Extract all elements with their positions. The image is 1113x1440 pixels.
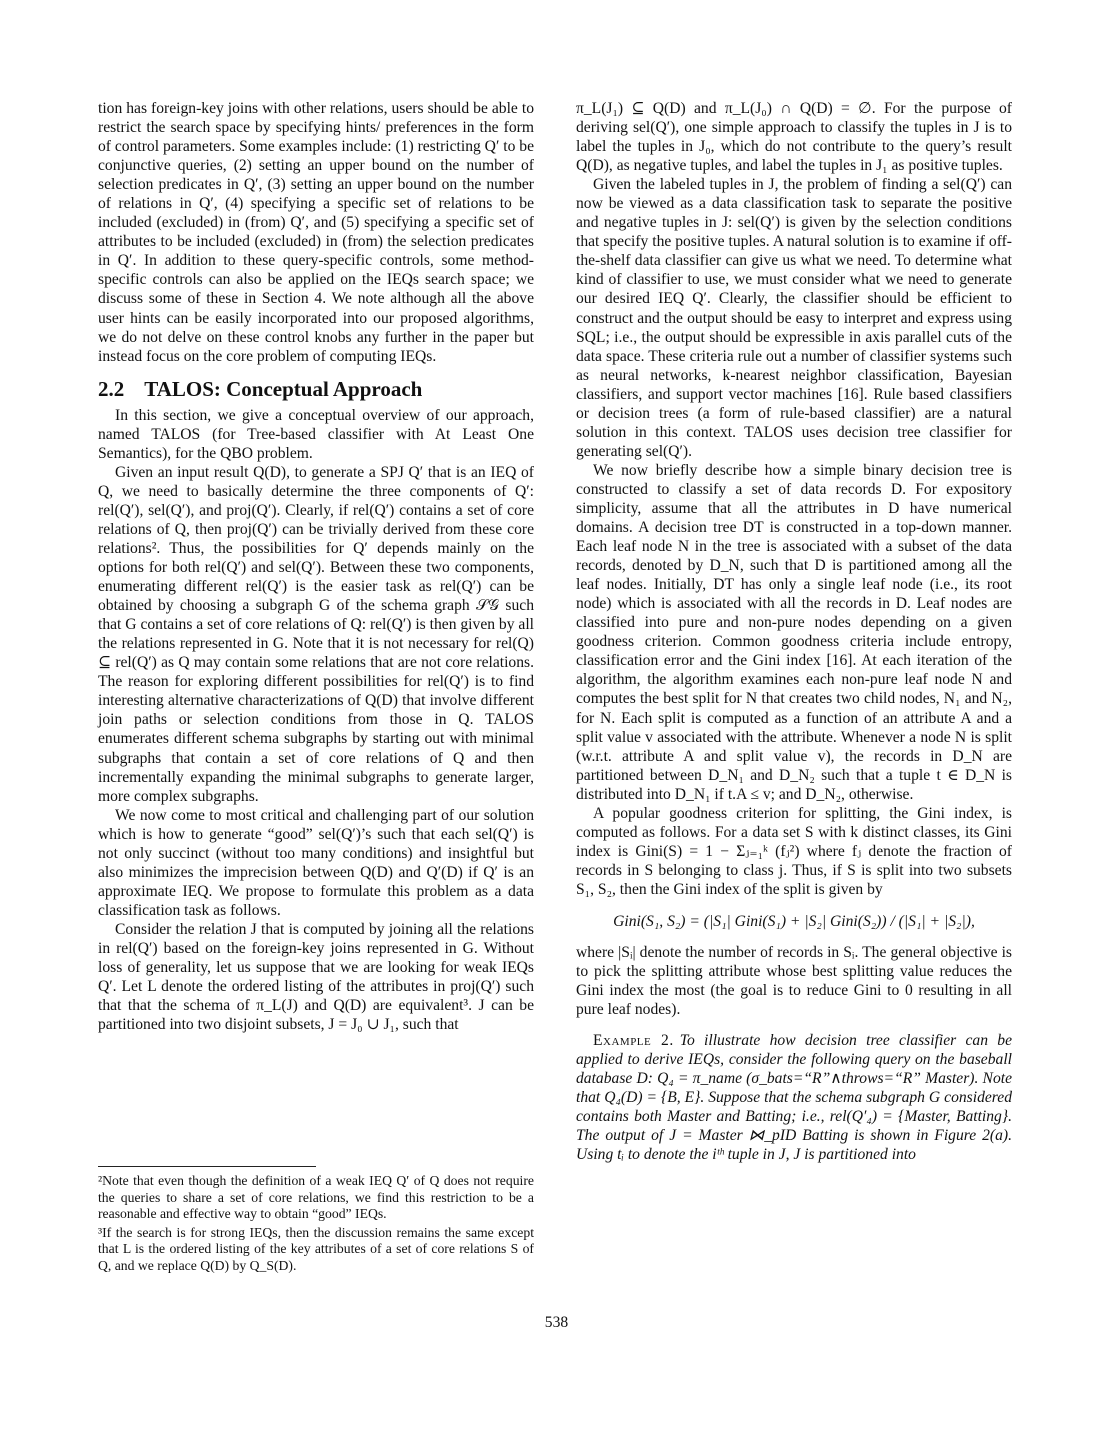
footnote: ²Note that even though the definition of a weak IEQ Q′ of Q does not require the queries to share a set of core relations, we find this restriction to be a reasonable and effective way to obtain “good” IEQs.: [98, 1173, 534, 1222]
paragraph: A popular goodness criterion for splitting, the Gini index, is computed as follows. For a data set S with k distinct classes, its Gini index is Gini(S) = 1 − Σⱼ₌₁ᵏ (fⱼ²) where fⱼ denote the fraction of records in S belonging to class j. Thus, if S is split into two subsets S₁, S₂, then the Gini index of the split is given by: [576, 804, 1012, 898]
paragraph: We now briefly describe how a simple binary decision tree is constructed to classify a set of data records D. For expository simplicity, assume that all the attributes in D have numerical domains. A decision tree DT is constructed in a top-down manner. Each leaf node N in the tree is associated with a subset of the data records, denoted by D_N, such that D is partitioned among all the leaf nodes. Initially, DT has only a single leaf node (i.e., its root node) which is associated with all the records in D. Leaf nodes are classified into pure and non-pure nodes depending on a given goodness criterion. Common goodness criteria include entropy, classification error and the Gini index [16]. At each iteration of the algorithm, the algorithm examines each non-pure leaf node N and computes the best split for N that creates two child nodes, N₁ and N₂, for N. Each split is computed as a function of an attribute A and a split value v associated with the attribute. Whenever a node N is split (w.r.t. attribute A and split value v), the records in D_N are partitioned between D_N₁ and D_N₂ such that a tuple t ∈ D_N is distributed into D_N₁ if t.A ≤ v; and D_N₂, otherwise.: [576, 461, 1012, 803]
example-2: [576, 1031, 1012, 1164]
example-text: To illustrate how decision tree classifier can be applied to derive IEQs, consider the following query on the baseball database D: Q₄ = π_name (σ_bats=“R”∧throws=“R” Master). Note that Q₄(D) = {B, E}. Suppose that the schema subgraph G considered contains both Master and Batting; i.e., rel(Q′₄) = {Master, Batting}. The output of J = Master ⋈_pID Batting is shown in Figure 2(a). Using tᵢ to denote the iᵗʰ tuple in J, J is partitioned into: [576, 1032, 1012, 1164]
paragraph: Given the labeled tuples in J, the problem of finding a sel(Q′) can now be viewed as a data classification task to separate the positive and negative tuples in J: sel(Q′) is given by the selection conditions that specify the positive tuples. A natural solution is to examine if off-the-shelf data classifier can give us what we need. To determine what kind of classifier to use, we must consider what we need to generate our desired IEQ Q′. Clearly, the classifier should be efficient to construct and the output should be easy to interpret and express using SQL; i.e., the output should be expressible in axis parallel cuts of the data space. These criteria rule out a number of classifier systems such as neural networks, k-nearest neighbor classification, Bayesian classifiers, and support vector machines [16]. Rule based classifiers or decision trees (a form of rule-based classifier) are a natural solution in this context. TALOS uses decision tree classifier for generating sel(Q′).: [576, 176, 1012, 460]
intro-paragraph: tion has foreign-key joins with other relations, users should be able to restrict the search space by specifying hints/ preferences in the form of control parameters. Some examples include: (1) restricting Q′ to be conjunctive queries, (2) setting an upper bound on the number of selection predicates in Q′, (3) setting an upper bound on the number of relations in Q′, (4) specifying a specific set of relations to be included (excluded) in (from) Q′, and (5) specifying a specific set of attributes to be included (excluded) in (from) the selection predicates in Q′. In addition to these query-specific controls, some method-specific controls can also be applied on the IEQs search space; we discuss some of these in Section 4. We note although all the above user hints can be easily incorporated into our proposed algorithms, we do not delve on these control knobs any further in the paper but instead focus on the core problem of computing IEQs.: [98, 100, 535, 365]
footnote: ³If the search is for strong IEQs, then the discussion remains the same except that L is the ordered listing of the key attributes of a set of core relations S of Q, and we replace Q(D) by Q_S(D).: [98, 1224, 534, 1273]
section-heading: [98, 376, 534, 402]
left-column: [98, 99, 534, 1034]
paragraph: Given an input result Q(D), to generate a SPJ Q′ that is an IEQ of Q, we need to basically determine the three components of Q′: rel(Q′), sel(Q′), and proj(Q′). Clearly, if rel(Q′) contains a set of core relations of Q, then proj(Q′) can be trivially derived from these core relations². Thus, the possibilities for Q′ depends mainly on the options for both rel(Q′) and sel(Q′). Between these two components, enumerating different rel(Q′) is the easier task as rel(Q′) can be obtained by choosing a subgraph G of the schema graph 𝒮𝒢 such that G contains a set of core relations of Q: rel(Q′) is then given by all the relations represented in G. Note that it is not necessary for rel(Q) ⊆ rel(Q′) as Q may contain some relations that are not core relations. The reason for exploring different possibilities for rel(Q′) is to find interesting alternative characterizations of Q(D) that involve different join paths or selection conditions from those in Q. TALOS enumerates different schema subgraphs by starting out with minimal subgraphs that contain a set of core relations of Q and then incrementally expanding the minimal subgraphs to generate larger, more complex subgraphs.: [98, 463, 535, 805]
section-title: TALOS: Conceptual Approach: [144, 376, 423, 401]
gini-equation: Gini(S₁, S₂) = (|S₁| Gini(S₁) + |S₂| Gini(S₂)) / (|S₁| + |S₂|),: [613, 912, 975, 930]
paragraph: In this section, we give a conceptual overview of our approach, named TALOS (for Tree-based classifier with At Least One Semantics), for the QBO problem.: [98, 406, 534, 462]
example-label: Example 2.: [593, 1032, 674, 1050]
paragraph: Consider the relation J that is computed by joining all the relations in rel(Q′) based on the foreign-key joins represented in G. Without loss of generality, let us suppose that we are looking for weak IEQs Q′. Let L denote the ordered listing of the attributes in proj(Q′) such that that the schema of π_L(J) and Q(D) are equivalent³. J can be partitioned into two disjoint subsets, J = J₀ ∪ J₁, such that: [98, 920, 534, 1034]
section-number: 2.2: [98, 376, 125, 401]
paragraph: π_L(J₁) ⊆ Q(D) and π_L(J₀) ∩ Q(D) = ∅. For the purpose of deriving sel(Q′), one simple approach to classify the tuples in J is to label the tuples in J₀, which do not contribute to the query’s result Q(D), as negative tuples, and label the tuples in J₁ as positive tuples.: [576, 100, 1012, 175]
paragraph: where |Sᵢ| denote the number of records in Sᵢ. The general objective is to pick the splitting attribute whose best splitting value reduces the Gini index the most (the goal is to reduce Gini to 0 resulting in all pure leaf nodes).: [576, 943, 1012, 1019]
page-number: 538: [544, 1314, 569, 1331]
paragraph: We now come to most critical and challenging part of our solution which is how to generate “good” sel(Q′)’s such that each sel(Q′) is not only succinct (without too many conditions) and insightful but also minimizes the imprecision between Q(D) and Q′(D) if Q′ is an approximate IEQ. We propose to formulate this problem as a data classification task as follows.: [98, 806, 534, 919]
footnotes: [98, 1166, 534, 1277]
footnote-rule: [98, 1166, 316, 1167]
right-column: [576, 99, 1012, 1164]
